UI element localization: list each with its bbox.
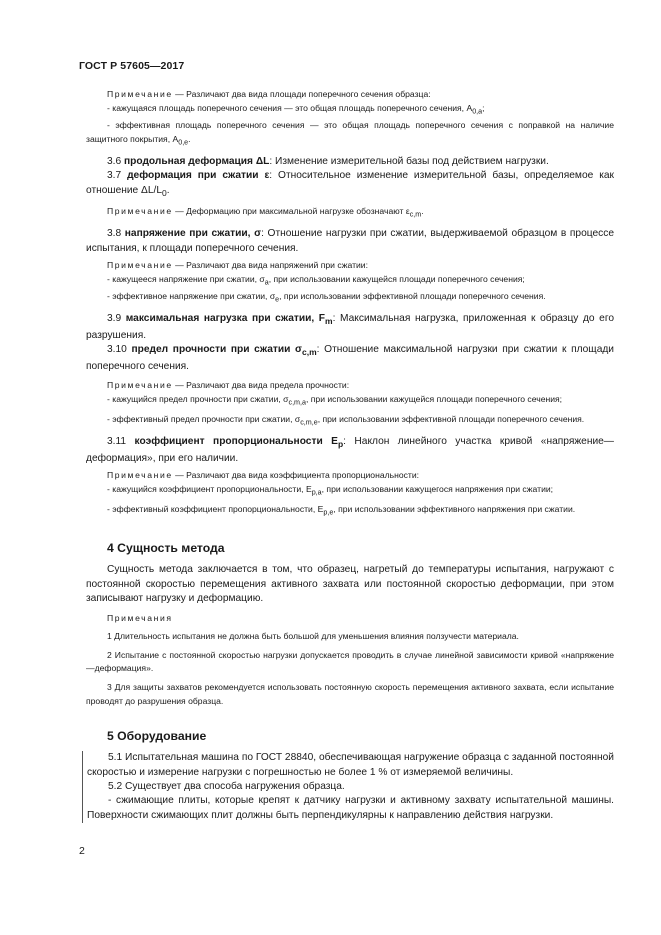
note-label: Примечание [107,260,173,271]
definition-3-11: 3.11 коэффициент пропорциональности $E_p$: Наклон линейного участка кривой «напряжение—деформация», при его наличии. [86,436,614,464]
note-label: Примечание [107,89,173,99]
definition-3-8: 3.8 напряжение при сжатии, σ: Отношение нагрузки при сжатии, выдерживаемой образцом в процессе испытания, к площади поперечного сечения. [86,228,614,254]
note-label: Примечание [107,380,173,391]
note-strength-types: Примечание — Различают два вида предела прочности: [107,380,350,391]
term: предел прочности при сжатии σ [131,344,303,356]
section-heading: 4 Сущность метода [107,541,225,556]
equipment-5-2: 5.2 Существует два способа нагружения образца. [108,780,345,792]
section-5 [86,728,614,823]
method-description: Сущность метода заключается в том, что образец, нагретый до температуры испытания, нагружают с постоянной скоростью перемещения активного захвата или постоянной скоростью деформации, при этом записывают нагрузку и деформацию. [86,564,614,605]
note-item-effective-strength: - эффективный предел прочности при сжатии, $\sigma_{c,m,e}$, при использовании эффективной площади поперечного сечения. [107,414,585,427]
equipment-compression-plates: - сжимающие плиты, которые крепят к датчику нагрузки и активному захвату испытательной машины. Поверхности сжимающих плит должны быть перпендикулярны к направлению действия нагрузки. [87,795,614,821]
section-4 [86,540,614,708]
definition-3-9: 3.9 максимальная нагрузка при сжатии, $F_m$: Максимальная нагрузка, приложенная к образцу до его разрушения. [86,313,614,341]
term: деформация при сжатии ε [127,170,270,182]
term: продольная деформация ΔL [124,155,270,167]
equipment-block [82,751,614,823]
note-item-apparent-strength: - кажущийся предел прочности при сжатии, $\sigma_{c,m,a}$, при использовании кажущейся площади поперечного сечения; [107,393,563,407]
note-area-types: Примечание — Различают два вида площади поперечного сечения образца: [107,89,431,99]
definition-3-10: 3.10 предел прочности при сжатии $\sigma_{c,m}$: Отношение максимальной нагрузки при сжатии к площади поперечного сечения. [86,344,614,372]
note-label: Примечание [107,470,173,481]
page-number: 2 [79,845,85,857]
note-item-effective-modulus: - эффективный коэффициент пропорциональности, $E_{p,e}$, при использовании эффективного напряжения при сжатии. [107,504,576,517]
note-item-effective-stress: - эффективное напряжение при сжатии, $\sigma_e$, при использовании эффективной площади поперечного сечения. [107,291,546,304]
page-content [86,88,614,823]
note-modulus-types: Примечание — Различают два вида коэффициента пропорциональности: [107,470,420,481]
note-item-apparent-modulus: - кажущийся коэффициент пропорциональности, $E_{p,a}$, при использовании кажущегося напряжения при сжатии; [107,483,554,497]
term: коэффициент пропорциональности E [134,436,338,448]
term: максимальная нагрузка при сжатии, F [125,313,326,325]
note-item-effective-area: - эффективная площадь поперечного сечения — это общая площадь поперечного сечения с поправкой на наличие защитного покрытия, $A_{0,e}$. [86,119,614,147]
note-stress-types: Примечание — Различают два вида напряжений при сжатии: [107,260,368,271]
definition-3-6: 3.6 продольная деформация ΔL: Изменение измерительной базы под действием нагрузки. [107,155,549,167]
section-heading: 5 Оборудование [107,729,207,744]
equipment-5-1: 5.1 Испытательная машина по ГОСТ 28840, обеспечивающая нагружение образца с заданной постоянной скоростью и измерение нагрузки с погрешностью не более 1 % от измеряемой величины. [87,752,614,778]
note-item-apparent-area: - кажущаяся площадь поперечного сечения — это общая площадь поперечного сечения, $A_{0,a}$; [107,102,485,116]
method-note-3: 3 Для защиты захватов рекомендуется использовать постоянную скорость перемещения активного захвата, если испытание проводят до разрушения образца. [86,681,614,706]
definition-3-7: 3.7 деформация при сжатии ε: Относительное изменение измерительной базы, определяемое как отношение $\Delta L/L_0$. [86,170,614,198]
note-label: Примечание [107,206,173,217]
method-note-2: 2 Испытание с постоянной скоростью нагрузки допускается проводить в случае линейной зависимости кривой «напряжение—деформация». [86,649,614,674]
note-item-apparent-stress: - кажущееся напряжение при сжатии, $\sigma_a$, при использовании кажущейся площади поперечного сечения; [107,273,525,287]
notes-label: Примечания [107,612,173,623]
term: напряжение при сжатии, σ [124,228,262,240]
method-note-1: 1 Длительность испытания не должна быть большой для уменьшения влияния ползучести материала. [107,631,519,642]
note-max-load-strain: Примечание — Деформацию при максимальной нагрузке обозначают $\varepsilon_{c,m}$. [107,206,424,219]
standard-header: ГОСТ Р 57605—2017 [79,60,185,72]
